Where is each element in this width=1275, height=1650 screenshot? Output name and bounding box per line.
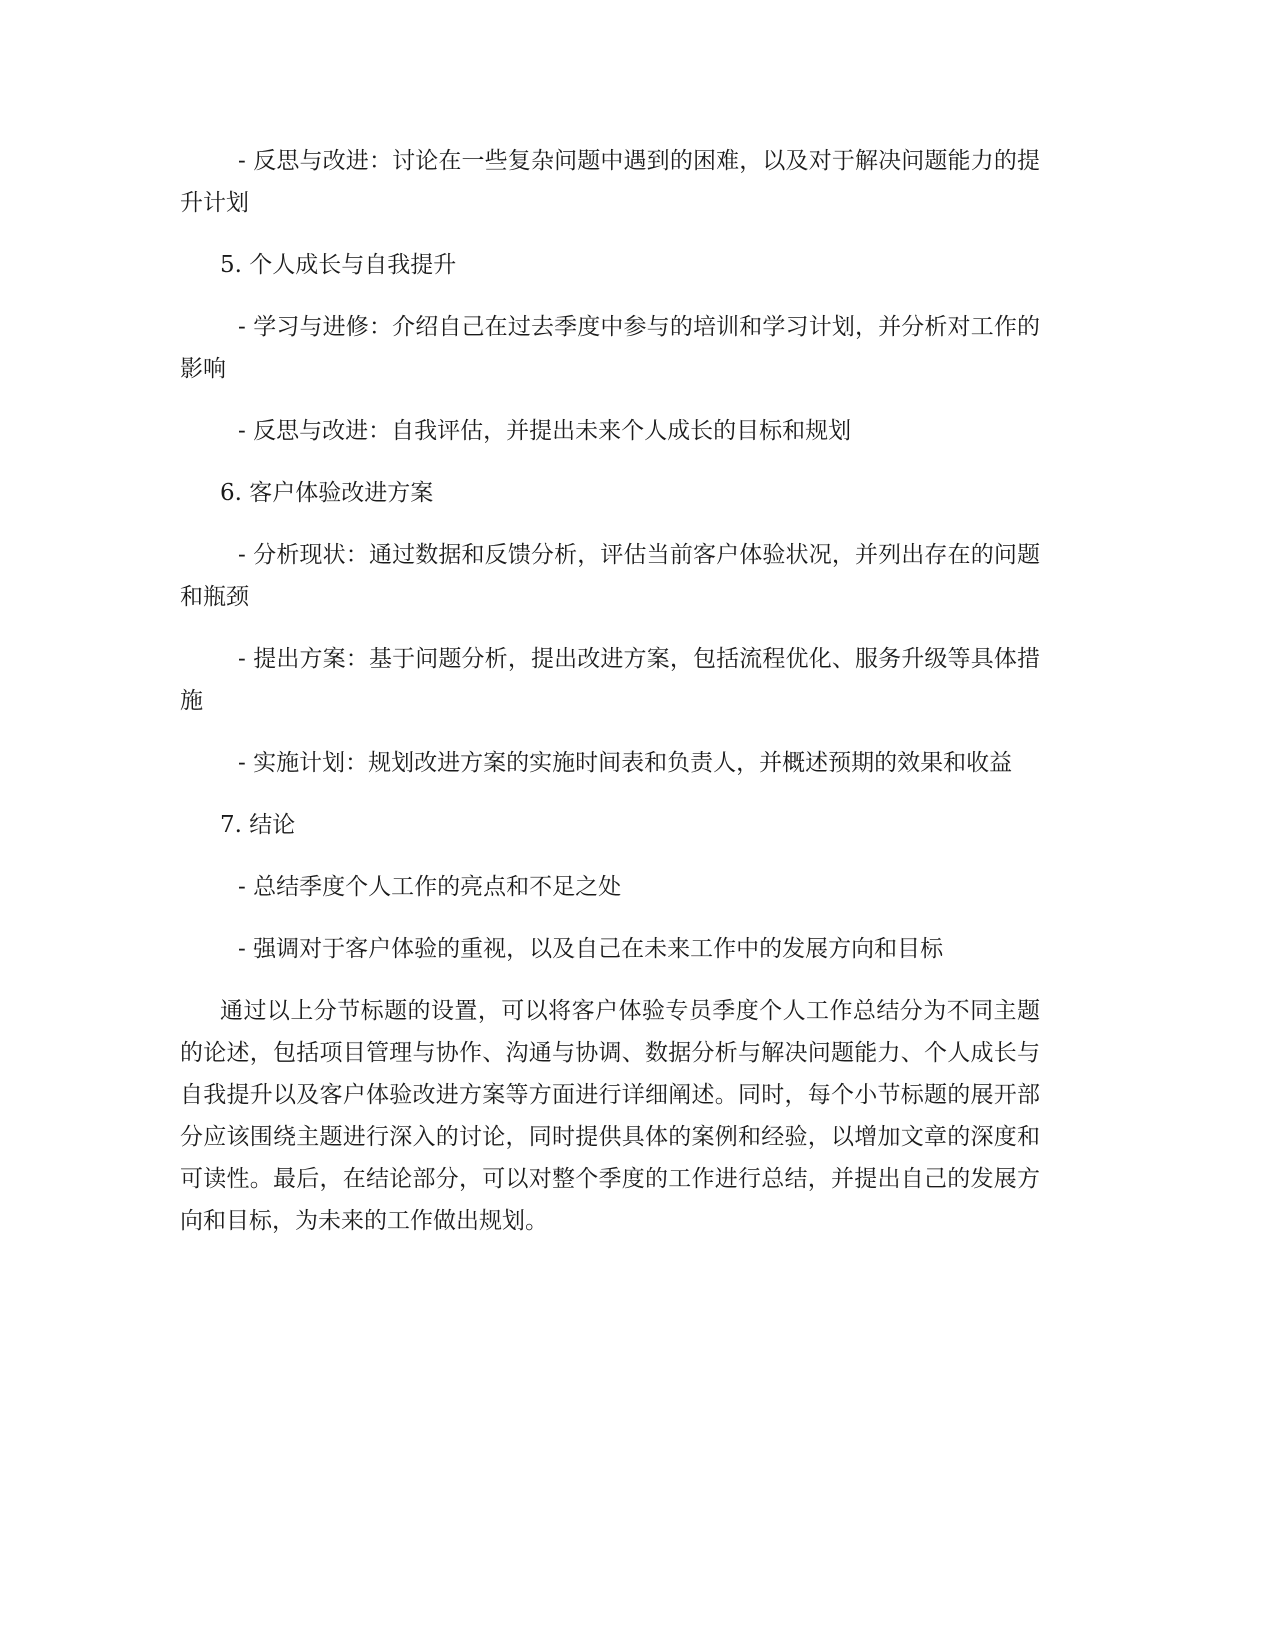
list-item-implementation-plan: - 实施计划：规划改进方案的实施时间表和负责人，并概述预期的效果和收益 (238, 750, 1013, 776)
list-item-reflection-problem-solving: - 反思与改进：讨论在一些复杂问题中遇到的困难，以及对于解决问题能力的提升计划 (180, 148, 1040, 216)
document-body (180, 140, 1040, 1262)
list-item-proposal: - 提出方案：基于问题分析，提出改进方案，包括流程优化、服务升级等具体措施 (180, 646, 1040, 714)
section-heading-personal-growth: 5. 个人成长与自我提升 (220, 252, 457, 278)
list-item-reflection-self-assessment: - 反思与改进：自我评估，并提出未来个人成长的目标和规划 (238, 418, 852, 444)
list-item-current-analysis: - 分析现状：通过数据和反馈分析，评估当前客户体验状况，并列出存在的问题和瓶颈 (180, 542, 1040, 610)
list-item-summary-highlights: - 总结季度个人工作的亮点和不足之处 (238, 874, 622, 900)
section-heading-cx-improvement: 6. 客户体验改进方案 (220, 480, 434, 506)
closing-paragraph: 通过以上分节标题的设置，可以将客户体验专员季度个人工作总结分为不同主题的论述，包括项目管理与协作、沟通与协调、数据分析与解决问题能力、个人成长与自我提升以及客户体验改进方案等方面进行详细阐述。同时，每个小节标题的展开部分应该围绕主题进行深入的讨论，同时提供具体的案例和经验，以增加文章的深度和可读性。最后，在结论部分，可以对整个季度的工作进行总结，并提出自己的发展方向和目标，为未来的工作做出规划。 (180, 998, 1040, 1234)
section-heading-conclusion: 7. 结论 (220, 812, 296, 838)
list-item-learning-training: - 学习与进修：介绍自己在过去季度中参与的培训和学习计划，并分析对工作的影响 (180, 314, 1040, 382)
list-item-emphasis-cx: - 强调对于客户体验的重视，以及自己在未来工作中的发展方向和目标 (238, 936, 944, 962)
